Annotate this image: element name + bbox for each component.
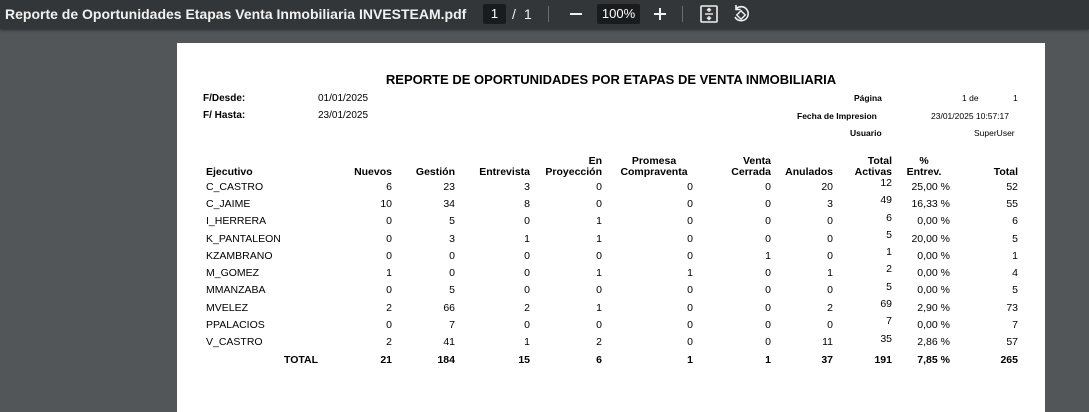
col-en-proyeccion: En Proyección: [545, 155, 602, 178]
cell-proyeccion: 1: [596, 267, 602, 280]
cell-gestion: 5: [449, 284, 455, 297]
pagina-value: 1 de: [962, 93, 979, 103]
cell-venta: 0: [765, 267, 771, 280]
cell-activas: 2: [886, 263, 892, 276]
cell-venta: 0: [765, 232, 771, 245]
cell-promesa: 1: [687, 267, 693, 280]
hasta-label: F/ Hasta:: [203, 110, 246, 121]
cell-promesa: 0: [687, 319, 693, 332]
cell-activas: 12: [880, 177, 892, 189]
cell-entrevista: 0: [524, 249, 530, 262]
cell-venta: 0: [765, 284, 771, 297]
cell-nuevos: 0: [386, 284, 392, 297]
table-row: [203, 213, 1021, 230]
col-entrevista: Entrevista: [479, 166, 530, 178]
cell-nuevos: 6: [386, 180, 392, 193]
cell-activas: 1: [886, 246, 892, 259]
col-gestion: Gestión: [415, 166, 455, 178]
table-row: [203, 316, 1021, 333]
cell-venta: 0: [765, 301, 771, 314]
cell-venta: 0: [765, 215, 771, 228]
impresion-label: Fecha de Impresion: [797, 111, 877, 121]
desde-value: 01/01/2025: [318, 93, 369, 104]
col-total-activas: Total Activas: [854, 155, 892, 178]
total-anulados: 37: [821, 353, 833, 366]
cell-proyeccion: 0: [596, 197, 602, 210]
cell-gestion: 3: [449, 232, 455, 245]
cell-total: 5: [1012, 284, 1018, 297]
total-entrevista: 15: [518, 353, 530, 366]
cell-gestion: 7: [449, 319, 455, 332]
total-promesa: 1: [687, 353, 693, 366]
cell-anulados: 0: [827, 319, 833, 332]
table-row: [203, 247, 1021, 264]
cell-nuevos: 0: [386, 319, 392, 332]
page-separator: /: [512, 6, 516, 22]
cell-promesa: 0: [687, 301, 693, 314]
cell-anulados: 1: [827, 267, 833, 280]
cell-anulados: 20: [821, 180, 833, 193]
cell-anulados: 0: [827, 215, 833, 228]
cell-activas: 35: [880, 332, 892, 345]
cell-proyeccion: 0: [596, 284, 602, 297]
report-title: REPORTE DE OPORTUNIDADES POR ETAPAS DE VENTA INMOBILIARIA: [385, 72, 837, 87]
col-promesa-compraventa: Promesa Compraventa: [620, 155, 688, 178]
document-title: Reporte de Oportunidades Etapas Venta Inmobiliaria INVESTEAM.pdf: [5, 6, 467, 22]
cell-entrevista: 1: [524, 232, 530, 245]
cell-ejecutivo: MMANZABA: [206, 284, 266, 297]
cell-anulados: 2: [827, 301, 833, 314]
cell-total: 6: [1012, 215, 1018, 228]
usuario-value: SuperUser: [974, 128, 1015, 138]
cell-promesa: 0: [687, 249, 693, 262]
totals-row: [203, 351, 1021, 368]
page-total: 1: [524, 6, 532, 22]
cell-ejecutivo: KZAMBRANO: [206, 249, 273, 262]
pdf-toolbar: [0, 0, 1089, 29]
cell-proyeccion: 2: [596, 336, 602, 349]
table-row: [203, 299, 1021, 316]
cell-ejecutivo: I_HERRERA: [206, 215, 267, 228]
cell-gestion: 23: [443, 180, 455, 193]
cell-proyeccion: 1: [596, 301, 602, 314]
cell-pct: 0,00 %: [917, 319, 950, 332]
cell-total: 4: [1012, 267, 1018, 280]
cell-venta: 0: [765, 180, 771, 193]
cell-ejecutivo: C_CASTRO: [206, 180, 264, 193]
desde-label: F/Desde:: [203, 93, 246, 104]
table-row: [203, 230, 1021, 247]
table-row: [203, 334, 1021, 351]
cell-gestion: 34: [443, 197, 455, 210]
cell-entrevista: 0: [524, 267, 530, 280]
cell-anulados: 0: [827, 284, 833, 297]
cell-activas: 7: [886, 315, 892, 328]
total-venta: 1: [765, 353, 771, 366]
total-total: 265: [1000, 353, 1018, 366]
cell-pct: 0,00 %: [917, 284, 950, 297]
cell-entrevista: 0: [524, 319, 530, 332]
toolbar-divider: [548, 6, 549, 22]
toolbar-divider: [682, 6, 683, 22]
cell-total: 55: [1006, 197, 1018, 210]
usuario-label: Usuario: [850, 128, 882, 138]
pdf-page: [177, 43, 1045, 412]
cell-total: 5: [1012, 232, 1018, 245]
cell-nuevos: 0: [386, 232, 392, 245]
cell-total: 57: [1006, 336, 1018, 349]
totals-label: TOTAL: [283, 353, 318, 366]
rotate-icon[interactable]: [730, 3, 752, 25]
cell-ejecutivo: MVELEZ: [206, 301, 249, 314]
zoom-out-icon[interactable]: [566, 4, 586, 24]
total-pct: 7,85 %: [917, 353, 950, 366]
cell-promesa: 0: [687, 180, 693, 193]
cell-activas: 49: [880, 194, 892, 207]
cell-venta: 1: [765, 249, 771, 262]
cell-venta: 0: [765, 197, 771, 210]
cell-entrevista: 3: [524, 180, 530, 193]
cell-activas: 5: [886, 228, 892, 241]
cell-venta: 0: [765, 336, 771, 349]
col-anulados: Anulados: [785, 166, 833, 178]
cell-nuevos: 2: [386, 301, 392, 314]
cell-gestion: 0: [449, 249, 455, 262]
zoom-in-icon[interactable]: [650, 4, 670, 24]
cell-entrevista: 0: [524, 215, 530, 228]
fit-to-page-icon[interactable]: [699, 4, 719, 24]
table-row: [203, 195, 1021, 212]
cell-gestion: 66: [443, 301, 455, 314]
opportunities-table: [203, 149, 1021, 368]
cell-activas: 5: [886, 280, 892, 293]
cell-ejecutivo: C_JAIME: [206, 197, 251, 210]
cell-ejecutivo: PPALACIOS: [206, 319, 265, 332]
impresion-value: 23/01/2025 10:57:17: [931, 111, 1009, 121]
cell-anulados: 0: [827, 232, 833, 245]
cell-pct: 2,90 %: [917, 301, 950, 314]
table-header-row: [203, 149, 1021, 178]
cell-entrevista: 0: [524, 284, 530, 297]
cell-promesa: 0: [687, 284, 693, 297]
cell-pct: 0,00 %: [917, 215, 950, 228]
cell-venta: 0: [765, 319, 771, 332]
cell-pct: 16,33 %: [911, 197, 950, 210]
cell-proyeccion: 0: [596, 249, 602, 262]
cell-proyeccion: 0: [596, 319, 602, 332]
cell-entrevista: 2: [524, 301, 530, 314]
cell-nuevos: 2: [386, 336, 392, 349]
table-row: [203, 264, 1021, 281]
cell-gestion: 0: [449, 267, 455, 280]
pagina-label: Página: [854, 93, 882, 103]
cell-ejecutivo: M_GOMEZ: [206, 267, 260, 280]
col-total: Total: [993, 166, 1018, 178]
cell-proyeccion: 1: [596, 215, 602, 228]
zoom-level-input[interactable]: 100%: [597, 4, 640, 24]
cell-promesa: 0: [687, 215, 693, 228]
pagina-total: 1: [1013, 93, 1018, 103]
cell-ejecutivo: V_CASTRO: [206, 336, 263, 349]
total-nuevos: 21: [380, 353, 392, 366]
cell-proyeccion: 0: [596, 180, 602, 193]
cell-gestion: 5: [449, 215, 455, 228]
total-proyeccion: 6: [596, 353, 602, 366]
cell-total: 1: [1012, 249, 1018, 262]
cell-total: 7: [1012, 319, 1018, 332]
cell-nuevos: 1: [386, 267, 392, 280]
cell-total: 73: [1006, 301, 1018, 314]
cell-pct: 25,00 %: [911, 180, 950, 193]
cell-gestion: 41: [443, 336, 455, 349]
cell-total: 52: [1006, 180, 1018, 193]
col-ejecutivo: Ejecutivo: [206, 166, 253, 178]
col-nuevos: Nuevos: [354, 166, 392, 178]
cell-entrevista: 8: [524, 197, 530, 210]
table-row: [203, 178, 1021, 195]
cell-promesa: 0: [687, 336, 693, 349]
hasta-value: 23/01/2025: [318, 110, 369, 121]
cell-ejecutivo: K_PANTALEON: [206, 232, 281, 245]
cell-entrevista: 1: [524, 336, 530, 349]
total-gestion: 184: [437, 353, 455, 366]
cell-promesa: 0: [687, 197, 693, 210]
cell-pct: 0,00 %: [917, 249, 950, 262]
col-venta-cerrada: Venta Cerrada: [731, 155, 771, 178]
cell-promesa: 0: [687, 232, 693, 245]
col-pct-entrev: % Entrev.: [906, 155, 942, 178]
table-row: [203, 282, 1021, 299]
page-number-input[interactable]: 1: [483, 4, 506, 24]
cell-pct: 0,00 %: [917, 267, 950, 280]
cell-anulados: 11: [822, 336, 833, 349]
cell-proyeccion: 1: [596, 232, 602, 245]
cell-pct: 2,86 %: [917, 336, 950, 349]
cell-nuevos: 0: [386, 249, 392, 262]
cell-nuevos: 0: [386, 215, 392, 228]
cell-pct: 20,00 %: [911, 232, 950, 245]
cell-anulados: 0: [827, 249, 833, 262]
cell-activas: 69: [880, 298, 892, 311]
cell-nuevos: 10: [380, 197, 392, 210]
cell-anulados: 3: [827, 197, 833, 210]
cell-activas: 6: [886, 211, 892, 224]
total-activas: 191: [874, 353, 892, 366]
